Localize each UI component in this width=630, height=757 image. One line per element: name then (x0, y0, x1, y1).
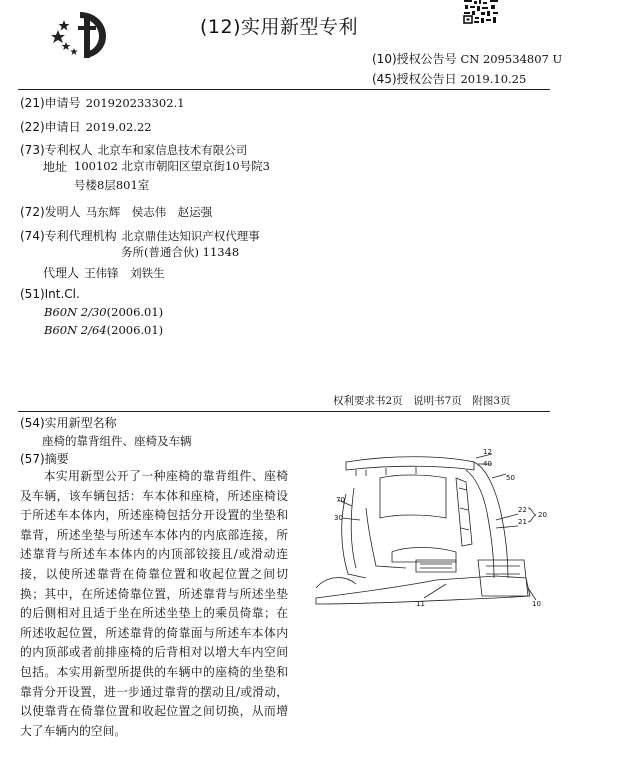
header-divider (18, 89, 550, 90)
figure-label: 12 (483, 448, 492, 456)
publication-date-value: 2019.10.25 (460, 72, 527, 86)
qr-code-icon (463, 0, 499, 24)
figure-label: 10 (532, 600, 541, 608)
figure-label: 50 (506, 474, 515, 482)
publication-number (372, 50, 562, 67)
figure-label: 21 (518, 518, 527, 526)
cnipa-logo (50, 8, 120, 60)
figure-label: 40 (483, 460, 492, 468)
figure-label: 20 (538, 511, 547, 519)
figure-label: 30 (334, 514, 343, 522)
address-line-2: 号楼8层801室 (74, 178, 150, 192)
application-number-value: 201920233302.1 (85, 96, 185, 110)
publication-number-label: (10)授权公告号 (372, 52, 457, 66)
patentee (20, 139, 247, 158)
address-line-1: 100102 北京市朝阳区望京街10号院3 (74, 159, 271, 173)
abstract-text: 本实用新型公开了一种座椅的靠背组件、座椅及车辆，该车辆包括：车本体和座椅，所述座椅设于所述车本体内，所述座椅包括分开设置的坐垫和靠背，所述坐垫与所述车本体内的内底部连接，所述靠背与所述车本体内的内顶部铰接且/或滑动连接，以使所述靠背在倚靠位置和收起位置之间切换；其中，在所述倚靠位置，所述靠背与所述坐垫的后侧相对且适于坐在所述坐垫上的乘员倚靠；在所述收起位置，所述靠背的倚靠面与所述车本体内的内顶部或者前排座椅的后背相对以增大车内空间包括。本实用新型所提供的车辆中的座椅的坐垫和靠背分开设置，进一步通过靠背的摆动且/或滑动，以使靠背在倚靠位置和收起位置之间切换，从而增大了车辆内的空间。 (20, 469, 288, 738)
figure-label: 70 (336, 496, 345, 504)
ipc-code: B60N 2/64 (44, 323, 107, 337)
patentee-label: (73)专利权人 (20, 143, 93, 157)
ipc-version: (2006.01) (106, 323, 164, 337)
patent-agency (20, 225, 260, 244)
document-title: (12)实用新型专利 (200, 16, 359, 38)
application-number-label: (21)申请号 (20, 96, 81, 110)
address-label: 地址 (43, 160, 68, 174)
inventors-value: 马东辉 侯志伟 赵运强 (85, 205, 213, 219)
application-number (20, 92, 185, 111)
int-cl-label: (51)Int.Cl. (20, 287, 80, 301)
ipc-version: (2006.01) (106, 305, 164, 319)
inventors-label: (72)发明人 (20, 205, 81, 219)
figure-label: 22 (518, 506, 527, 514)
agents (43, 262, 165, 281)
publication-date-label: (45)授权公告日 (372, 72, 457, 86)
vehicle-seat-drawing (296, 448, 550, 616)
utility-name-label: (54)实用新型名称 (20, 416, 117, 430)
patentee-value: 北京车和家信息技术有限公司 (97, 143, 248, 157)
application-date-value: 2019.02.22 (85, 120, 152, 134)
figure-label: 11 (416, 600, 425, 608)
publication-date (372, 70, 526, 87)
patent-agency-line-1: 北京鼎佳达知识产权代理事 (121, 229, 260, 243)
agents-value: 王伟锋 刘铁生 (84, 266, 165, 280)
section-divider (18, 411, 550, 412)
inventors (20, 201, 212, 220)
abstract-body (20, 467, 288, 741)
patent-agency-label: (74)专利代理机构 (20, 229, 117, 243)
utility-name: 座椅的靠背组件、座椅及车辆 (42, 434, 192, 448)
patent-agency-line-2: 务所(普通合伙) 11348 (121, 245, 240, 259)
ipc-entry-1 (44, 305, 163, 319)
abstract-label: (57)摘要 (20, 452, 69, 466)
agents-label: 代理人 (43, 266, 80, 280)
application-date (20, 116, 152, 135)
ipc-code: B60N 2/30 (44, 305, 107, 319)
publication-number-value: CN 209534807 U (460, 52, 563, 66)
ipc-entry-2 (44, 323, 163, 337)
application-date-label: (22)申请日 (20, 120, 81, 134)
pages-info: 权利要求书2页 说明书7页 附图3页 (333, 395, 511, 407)
